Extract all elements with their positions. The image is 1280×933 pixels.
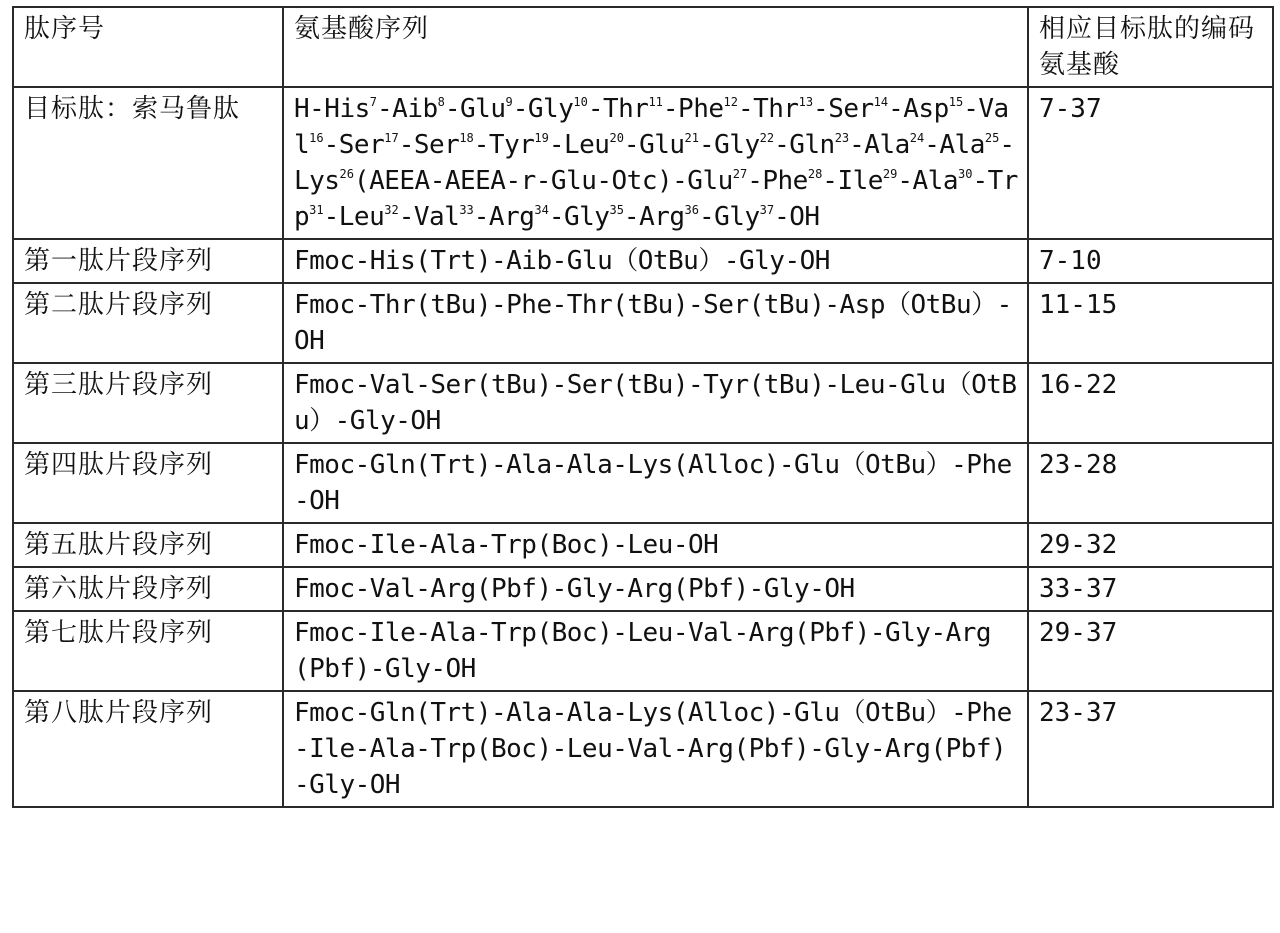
fragment-range: 7-10: [1028, 239, 1273, 283]
fragment-row: [13, 691, 1273, 807]
target-name: 目标肽：索马鲁肽: [13, 87, 283, 239]
residue: -Gln: [774, 130, 835, 160]
residue-number: 12: [723, 95, 738, 109]
residue-number: 32: [384, 203, 399, 217]
header-range: 相应目标肽的编码氨基酸: [1028, 7, 1273, 87]
residue: -Val: [398, 202, 460, 232]
residue: -Aib: [377, 94, 438, 124]
residue: -Lys: [294, 130, 1015, 196]
residue: -Ser: [323, 130, 385, 160]
residue: -Glu: [444, 94, 506, 124]
residue: -Gly: [699, 130, 760, 160]
target-sequence: [283, 87, 1028, 239]
residue-number: 11: [648, 95, 663, 109]
residue-number: 13: [798, 95, 814, 109]
residue-number: 8: [437, 95, 445, 109]
fragment-name: 第八肽片段序列: [13, 691, 283, 807]
fragment-name: 第一肽片段序列: [13, 239, 283, 283]
residue: -Ser: [813, 94, 874, 124]
residue-number: 28: [807, 167, 823, 181]
residue-number: 29: [882, 167, 898, 181]
residue: -Ala: [897, 166, 958, 196]
fragment-range: 33-37: [1028, 567, 1273, 611]
residue: -OH: [774, 202, 820, 232]
fragment-row: [13, 567, 1273, 611]
fragment-sequence: Fmoc-Val-Ser(tBu)-Ser(tBu)-Tyr(tBu)-Leu-Glu（OtBu）-Gly-OH: [283, 363, 1028, 443]
fragment-name: 第七肽片段序列: [13, 611, 283, 691]
fragment-range: 29-32: [1028, 523, 1273, 567]
residue: -Asp: [888, 94, 949, 124]
residue-number: 36: [684, 203, 699, 217]
residue: -Arg: [623, 202, 685, 232]
residue-number: 24: [909, 131, 925, 145]
fragment-sequence: Fmoc-Val-Arg(Pbf)-Gly-Arg(Pbf)-Gly-OH: [283, 567, 1028, 611]
fragment-row: [13, 239, 1273, 283]
fragment-row: [13, 443, 1273, 523]
residue-number: 27: [732, 167, 748, 181]
header-peptide-no: 肽序号: [13, 7, 283, 87]
residue: -Thr: [737, 94, 799, 124]
residue-number: 7: [369, 95, 378, 109]
residue: -Ala: [924, 130, 985, 160]
fragment-sequence: Fmoc-Ile-Ala-Trp(Boc)-Leu-OH: [283, 523, 1028, 567]
residue: -Leu: [323, 202, 385, 232]
residue: -Phe: [662, 94, 724, 124]
residue-number: 34: [534, 203, 549, 217]
residue: -Arg: [473, 202, 535, 232]
fragment-sequence: Fmoc-His(Trt)-Aib-Glu（OtBu）-Gly-OH: [283, 239, 1028, 283]
residue: -Val: [294, 94, 1009, 160]
residue-number: 21: [684, 131, 699, 145]
residue-number: 18: [459, 131, 474, 145]
peptide-table: [12, 6, 1274, 808]
fragment-range: 16-22: [1028, 363, 1273, 443]
residue-number: 31: [309, 203, 324, 217]
fragment-sequence: Fmoc-Gln(Trt)-Ala-Ala-Lys(Alloc)-Glu（OtBu）-Phe-OH: [283, 443, 1028, 523]
residue: -Leu: [548, 130, 610, 160]
residue: -Gly: [699, 202, 760, 232]
residue-number: 33: [459, 203, 474, 217]
residue-number: 22: [759, 131, 775, 145]
residue: -Ala: [849, 130, 910, 160]
residue: -Ser: [398, 130, 460, 160]
fragment-range: 11-15: [1028, 283, 1273, 363]
residue-number: 14: [873, 95, 889, 109]
target-range: 7-37: [1028, 87, 1273, 239]
fragment-sequence: Fmoc-Gln(Trt)-Ala-Ala-Lys(Alloc)-Glu（OtBu）-Phe-Ile-Ala-Trp(Boc)-Leu-Val-Arg(Pbf)-Gly-Arg(Pbf)-Gly-OH: [283, 691, 1028, 807]
residue-number: 19: [534, 131, 549, 145]
target-row: [13, 87, 1273, 239]
fragment-range: 23-37: [1028, 691, 1273, 807]
residue: (AEEA-AEEA-r-Glu-Otc)-Glu: [353, 166, 733, 196]
fragment-range: 23-28: [1028, 443, 1273, 523]
residue-number: 16: [309, 131, 324, 145]
residue: -Ile: [822, 166, 883, 196]
fragment-name: 第四肽片段序列: [13, 443, 283, 523]
residue-number: 23: [834, 131, 850, 145]
residue: -Tyr: [473, 130, 535, 160]
residue-number: 20: [609, 131, 624, 145]
fragment-sequence: Fmoc-Ile-Ala-Trp(Boc)-Leu-Val-Arg(Pbf)-Gly-Arg(Pbf)-Gly-OH: [283, 611, 1028, 691]
fragment-name: 第三肽片段序列: [13, 363, 283, 443]
fragment-sequence: Fmoc-Thr(tBu)-Phe-Thr(tBu)-Ser(tBu)-Asp（OtBu）-OH: [283, 283, 1028, 363]
fragment-name: 第五肽片段序列: [13, 523, 283, 567]
fragment-range: 29-37: [1028, 611, 1273, 691]
fragment-row: [13, 523, 1273, 567]
residue-number: 35: [609, 203, 624, 217]
residue-number: 17: [384, 131, 399, 145]
fragment-name: 第二肽片段序列: [13, 283, 283, 363]
residue: H-His: [294, 94, 370, 124]
residue-number: 9: [505, 95, 513, 109]
residue: -Gly: [512, 94, 574, 124]
residue-number: 15: [948, 95, 964, 109]
fragment-row: [13, 363, 1273, 443]
residue-number: 30: [958, 167, 973, 181]
residue: -Trp: [294, 166, 1018, 232]
residue: -Gly: [548, 202, 610, 232]
residue: -Glu: [623, 130, 685, 160]
header-row: [13, 7, 1273, 87]
residue-number: 26: [339, 167, 354, 181]
residue: -Phe: [747, 166, 808, 196]
residue-number: 25: [984, 131, 1000, 145]
residue-number: 37: [759, 203, 775, 217]
fragment-row: [13, 611, 1273, 691]
residue-number: 10: [573, 95, 588, 109]
header-sequence: 氨基酸序列: [283, 7, 1028, 87]
fragment-row: [13, 283, 1273, 363]
fragment-name: 第六肽片段序列: [13, 567, 283, 611]
residue: -Thr: [587, 94, 649, 124]
